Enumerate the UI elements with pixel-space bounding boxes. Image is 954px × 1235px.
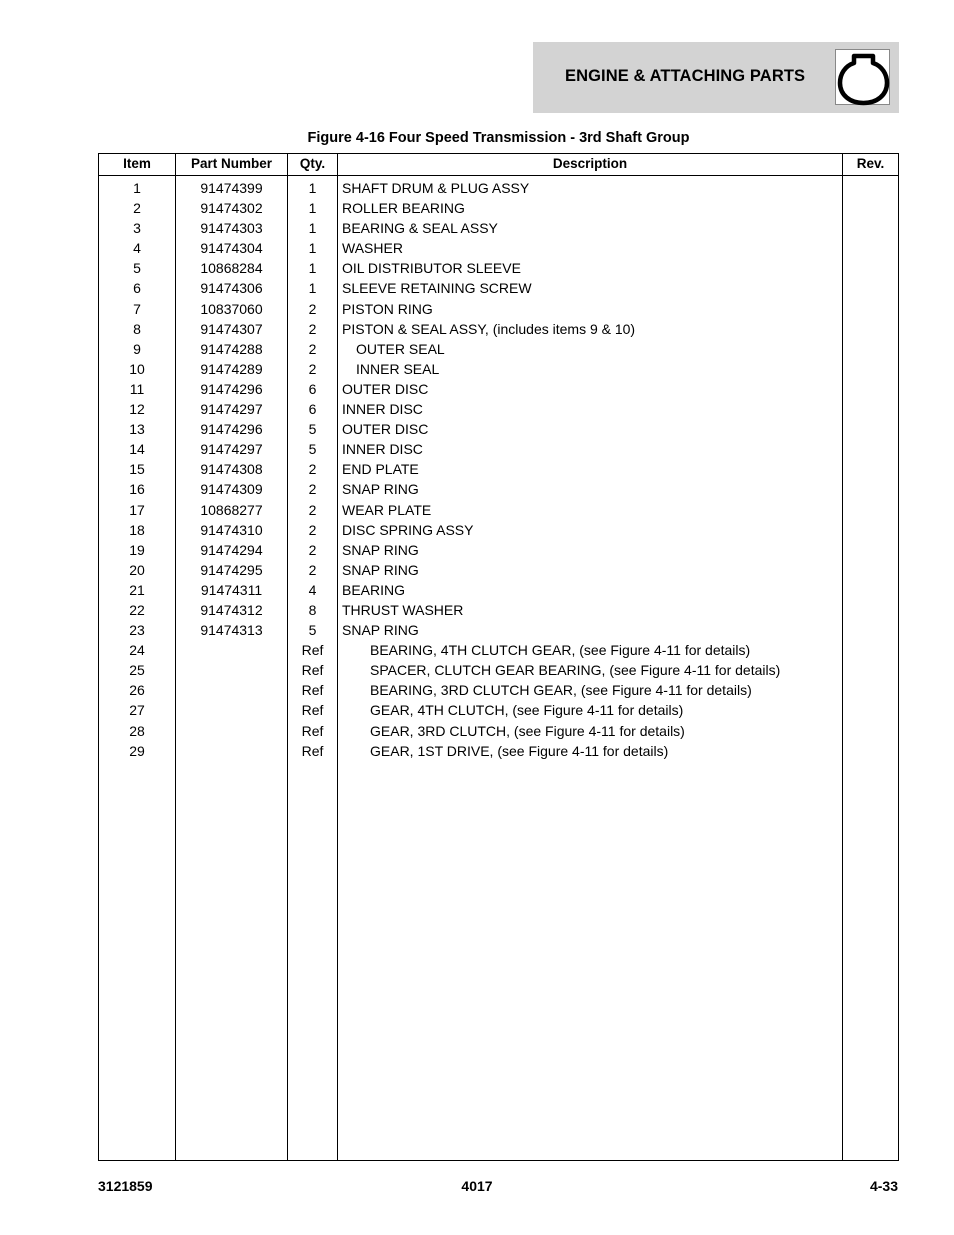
qty-cell: 2 <box>308 320 317 337</box>
description-cell: SNAP RING <box>342 541 419 558</box>
part-number-cell: 91474297 <box>200 401 263 418</box>
description-cell: SNAP RING <box>342 622 419 639</box>
part-number-cell: 91474309 <box>200 481 263 498</box>
qty-cell: Ref <box>301 642 324 659</box>
description-cell: WASHER <box>342 240 403 257</box>
item-cell: 6 <box>133 280 141 297</box>
description-cell: INNER DISC <box>342 441 423 458</box>
column-header-rev: Rev. <box>856 156 885 171</box>
description-cell: SNAP RING <box>342 561 419 578</box>
item-cell: 21 <box>129 581 145 598</box>
description-cell: SNAP RING <box>342 481 419 498</box>
description-cell: INNER DISC <box>342 401 423 418</box>
table-body <box>99 178 898 761</box>
description-cell: BEARING, 4TH CLUTCH GEAR, (see Figure 4-11 for details) <box>370 642 751 659</box>
qty-cell: 5 <box>308 441 317 458</box>
item-cell: 25 <box>129 662 145 679</box>
qty-cell: 1 <box>308 240 317 257</box>
description-cell: OIL DISTRIBUTOR SLEEVE <box>342 260 521 277</box>
description-cell: SLEEVE RETAINING SCREW <box>342 280 532 297</box>
table-row <box>99 640 898 660</box>
table-row <box>99 560 898 580</box>
part-number-cell: 91474312 <box>200 601 263 618</box>
qty-cell: 5 <box>308 421 317 438</box>
part-number-cell: 91474306 <box>200 280 263 297</box>
table-row <box>99 600 898 620</box>
table-row <box>99 278 898 298</box>
item-cell: 18 <box>129 521 145 538</box>
engine-icon <box>835 49 890 105</box>
description-cell: BEARING, 3RD CLUTCH GEAR, (see Figure 4-11 for details) <box>370 682 752 699</box>
table-row <box>99 721 898 741</box>
table-row <box>99 660 898 680</box>
part-number-cell: 91474310 <box>200 521 263 538</box>
description-cell: ROLLER BEARING <box>342 200 465 217</box>
description-cell: SPACER, CLUTCH GEAR BEARING, (see Figure 4-11 for details) <box>370 662 781 679</box>
item-cell: 16 <box>129 481 145 498</box>
table-row <box>99 439 898 459</box>
section-header <box>533 42 899 113</box>
item-cell: 5 <box>133 260 141 277</box>
qty-cell: Ref <box>301 702 324 719</box>
part-number-cell: 91474313 <box>200 622 263 639</box>
table-row <box>99 399 898 419</box>
part-number-cell: 91474307 <box>200 320 263 337</box>
table-row <box>99 258 898 278</box>
table-row <box>99 359 898 379</box>
qty-cell: Ref <box>301 722 324 739</box>
qty-cell: 2 <box>308 300 317 317</box>
table-row <box>99 520 898 540</box>
item-cell: 9 <box>133 340 141 357</box>
description-cell: OUTER DISC <box>342 380 429 397</box>
description-cell: OUTER DISC <box>342 421 429 438</box>
description-cell: OUTER SEAL <box>356 340 445 357</box>
qty-cell: 8 <box>308 601 317 618</box>
item-cell: 20 <box>129 561 145 578</box>
part-number-cell: 91474308 <box>200 461 263 478</box>
qty-cell: 6 <box>308 380 317 397</box>
table-row <box>99 218 898 238</box>
footer-page-number: 4-33 <box>869 1178 898 1194</box>
column-header-part-number: Part Number <box>190 156 273 171</box>
item-cell: 11 <box>129 380 145 397</box>
qty-cell: 2 <box>308 541 317 558</box>
item-cell: 28 <box>129 722 145 739</box>
part-number-cell: 91474289 <box>200 360 263 377</box>
qty-cell: 2 <box>308 501 317 518</box>
part-number-cell: 91474295 <box>200 561 263 578</box>
table-row <box>99 479 898 499</box>
qty-cell: Ref <box>301 682 324 699</box>
qty-cell: 4 <box>308 581 317 598</box>
item-cell: 17 <box>129 501 145 518</box>
table-row <box>99 178 898 198</box>
part-number-cell: 91474297 <box>200 441 263 458</box>
part-number-cell: 91474304 <box>200 240 263 257</box>
description-cell: BEARING <box>342 581 406 598</box>
footer-publication-number: 3121859 <box>98 1178 153 1194</box>
description-cell: GEAR, 1ST DRIVE, (see Figure 4-11 for details) <box>370 742 669 759</box>
description-cell: DISC SPRING ASSY <box>342 521 474 538</box>
part-number-cell: 91474288 <box>200 340 263 357</box>
table-row <box>99 700 898 720</box>
table-row <box>99 339 898 359</box>
description-cell: PISTON RING <box>342 300 433 317</box>
part-number-cell: 91474302 <box>200 200 263 217</box>
table-row <box>99 299 898 319</box>
item-cell: 27 <box>129 702 145 719</box>
item-cell: 24 <box>129 642 145 659</box>
column-header-qty: Qty. <box>299 156 326 171</box>
item-cell: 3 <box>133 220 141 237</box>
item-cell: 4 <box>133 240 141 257</box>
part-number-cell: 10868277 <box>200 501 263 518</box>
table-row <box>99 580 898 600</box>
table-row <box>99 500 898 520</box>
parts-table <box>98 153 899 1161</box>
item-cell: 2 <box>133 200 141 217</box>
part-number-cell: 91474296 <box>200 421 263 438</box>
description-cell: PISTON & SEAL ASSY, (includes items 9 & 10) <box>342 320 636 337</box>
qty-cell: 2 <box>308 481 317 498</box>
item-cell: 22 <box>129 601 145 618</box>
part-number-cell: 91474311 <box>200 581 263 598</box>
table-row <box>99 379 898 399</box>
qty-cell: 1 <box>308 220 317 237</box>
item-cell: 10 <box>129 360 145 377</box>
item-cell: 19 <box>129 541 145 558</box>
item-cell: 14 <box>129 441 145 458</box>
description-cell: SHAFT DRUM & PLUG ASSY <box>342 180 530 196</box>
part-number-cell: 91474399 <box>200 180 263 196</box>
item-cell: 26 <box>129 682 145 699</box>
table-row <box>99 540 898 560</box>
section-title: ENGINE & ATTACHING PARTS <box>565 67 806 85</box>
item-cell: 23 <box>129 622 145 639</box>
qty-cell: 1 <box>308 200 317 217</box>
description-cell: END PLATE <box>342 461 419 478</box>
part-number-cell: 10837060 <box>200 300 263 317</box>
table-row <box>99 238 898 258</box>
column-header-item: Item <box>123 156 151 171</box>
table-row <box>99 680 898 700</box>
table-row <box>99 198 898 218</box>
qty-cell: 1 <box>308 260 317 277</box>
part-number-cell: 91474296 <box>200 380 263 397</box>
qty-cell: 1 <box>308 180 317 196</box>
item-cell: 15 <box>129 461 145 478</box>
description-cell: GEAR, 4TH CLUTCH, (see Figure 4-11 for details) <box>370 702 684 719</box>
part-number-cell: 10868284 <box>200 260 263 277</box>
qty-cell: 2 <box>308 521 317 538</box>
column-header-description: Description <box>552 156 628 171</box>
item-cell: 29 <box>129 742 145 759</box>
description-cell: BEARING & SEAL ASSY <box>342 220 498 237</box>
qty-cell: Ref <box>301 742 324 759</box>
description-cell: INNER SEAL <box>356 360 440 377</box>
qty-cell: 5 <box>308 622 317 639</box>
item-cell: 1 <box>133 180 141 196</box>
qty-cell: 2 <box>308 561 317 578</box>
item-cell: 12 <box>129 401 145 418</box>
table-row <box>99 419 898 439</box>
qty-cell: 2 <box>308 461 317 478</box>
part-number-cell: 91474303 <box>200 220 263 237</box>
qty-cell: 6 <box>308 401 317 418</box>
footer-code: 4017 <box>461 1178 493 1194</box>
qty-cell: Ref <box>301 662 324 679</box>
table-row <box>99 620 898 640</box>
qty-cell: 2 <box>308 360 317 377</box>
table-row <box>99 319 898 339</box>
part-number-cell: 91474294 <box>200 541 263 558</box>
header-divider <box>99 175 898 176</box>
item-cell: 7 <box>133 300 141 317</box>
item-cell: 8 <box>133 320 141 337</box>
item-cell: 13 <box>129 421 145 438</box>
qty-cell: 2 <box>308 340 317 357</box>
table-row <box>99 459 898 479</box>
qty-cell: 1 <box>308 280 317 297</box>
description-cell: WEAR PLATE <box>342 501 432 518</box>
table-row <box>99 741 898 761</box>
description-cell: THRUST WASHER <box>342 601 464 618</box>
figure-title: Figure 4-16 Four Speed Transmission - 3rd Shaft Group <box>307 130 690 146</box>
description-cell: GEAR, 3RD CLUTCH, (see Figure 4-11 for details) <box>370 722 685 739</box>
